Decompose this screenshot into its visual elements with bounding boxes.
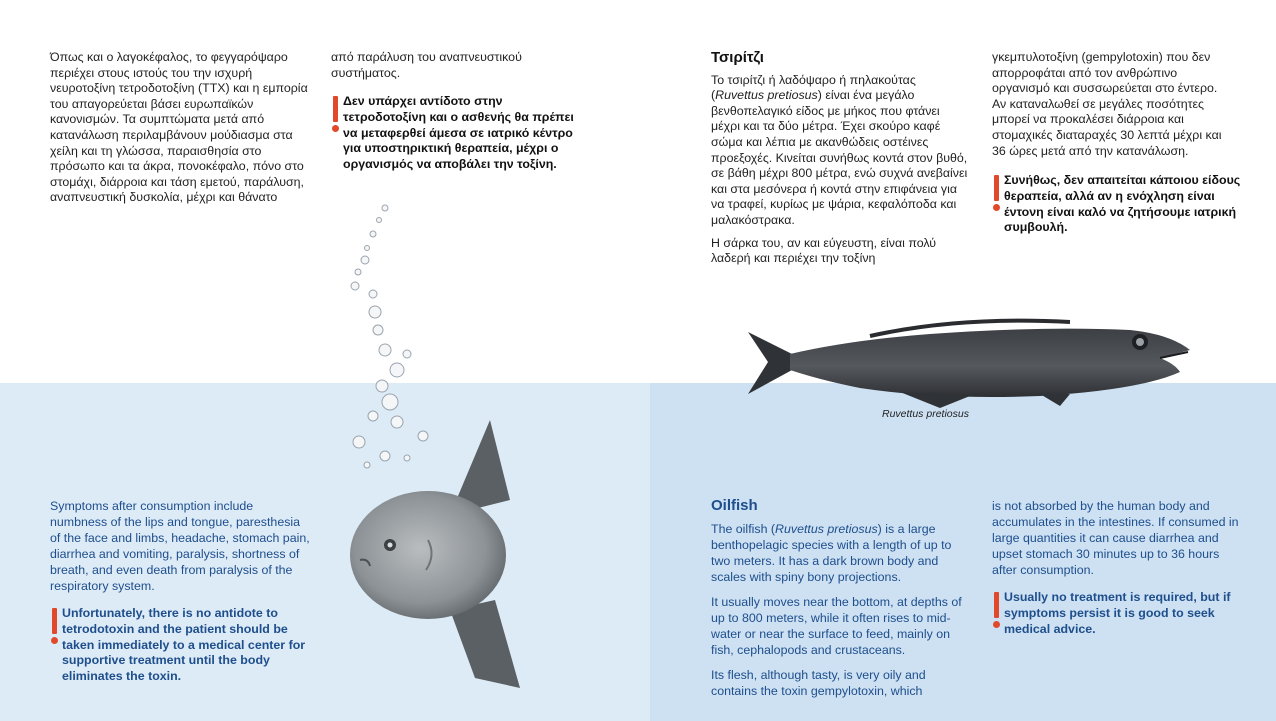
english-col1-text: Symptoms after consumption include numbness of the lips and tongue, paresthesia of the face and limbs, headache, stomach pain, diarrhea and vomiting, paralysis, shortness of breath, and even death from paralysis of the respiratory system. — [50, 499, 310, 593]
english-col1-warning — [50, 606, 312, 685]
english-col1 — [50, 498, 312, 603]
english-col1-warning-text: Unfortunately, there is no antidote to tetrodotoxin and the patient should be taken immediately to a medical center for supportive treatment until the body eliminates the toxin. — [62, 606, 306, 684]
warning-exclamation-icon — [331, 94, 343, 140]
warning-exclamation-icon — [50, 606, 62, 652]
oilfish-photo-icon — [740, 312, 1210, 412]
greek-col3-p1: Το τσιρίτζι ή λαδόψαρο ή πηλακούτας (Ruvettus pretiosus) είναι ένα μεγάλο βενθοπελαγικό είδος με μήκος που φτάνει μέχρι και τα δύο μέτρα. Έχει σκούρο καφέ σώμα και λέπια με ακανθώδεις οστέινες προεξοχές. Κινείται συνήθως κοντά στον βυθό, σε βάθη μέχρι 800 μέτρα, ενώ συχνά ανεβαίνει και στα μεσόνερα ή κοντά στην επιφάνεια για να τραφεί, κυρίως με ψάρια, κεφαλόποδα και μαλακόστρακα. — [711, 72, 968, 227]
english-col3-p3: Its flesh, although tasty, is very oily and contains the toxin gempylotoxin, which — [711, 668, 926, 698]
greek-col3 — [711, 50, 969, 274]
greek-col2-warning-text: Δεν υπάρχει αντίδοτο στην τετροδοτοξίνη και ο ασθενής θα πρέπει να μεταφερθεί άμεσα σε ιατρικό κέντρο για υποστηρικτική θεραπεία, μέχρι ο οργανισμός να αποβάλει την τοξίνη. — [343, 94, 574, 172]
sunfish-photo-icon — [340, 410, 530, 690]
greek-col4-warning — [992, 173, 1242, 236]
english-col3 — [711, 498, 969, 708]
greek-col1 — [50, 50, 312, 213]
fish-caption: Ruvettus pretiosus — [882, 408, 969, 420]
greek-col3-title: Τσιρίτζι — [711, 49, 764, 66]
greek-col4-text: γκεμπυλοτοξίνη (gempylotoxin) που δεν απορροφάται από τον ανθρώπινο οργανισμό και συσσωρεύεται στο έντερο. Αν καταναλωθεί σε μεγάλες ποσότητες μπορεί να προκαλέσει διάρροια και στομαχικές διαταραχές 30 λεπτά μέχρι και 36 ώρες μετά από την κατανάλωση. — [992, 50, 1222, 158]
english-col3-p1: The oilfish (Ruvettus pretiosus) is a large benthopelagic species with a length of up to two meters. It has a dark brown body and scales with spiny bony projections. — [711, 522, 952, 584]
greek-col4-warning-text: Συνήθως, δεν απαιτείται κάποιου είδους θεραπεία, αλλά αν η ενόχληση είναι έντονη είναι καλό να ζητήσουμε ιατρική συμβουλή. — [1004, 173, 1241, 235]
greek-col4 — [992, 50, 1232, 166]
english-col4-warning — [992, 590, 1242, 637]
warning-exclamation-icon — [992, 173, 1004, 219]
greek-col2-text: από παράλυση του αναπνευστικού συστήματος. — [331, 50, 522, 80]
greek-col3-p2: Η σάρκα του, αν και εύγευστη, είναι πολύ λαδερή και περιέχει την τοξίνη — [711, 235, 937, 266]
english-col3-p2: It usually moves near the bottom, at depths of up to 800 meters, while it often rises to mid-water or near the surface to feed, mainly on fish, cephalopods and crustaceans. — [711, 595, 962, 657]
english-col3-title: Oilfish — [711, 497, 758, 514]
english-col4 — [992, 498, 1244, 587]
english-col4-warning-text: Usually no treatment is required, but if symptoms persist it is good to seek medical advice. — [1004, 590, 1231, 636]
greek-col2-warning — [331, 94, 589, 173]
greek-col2 — [331, 50, 589, 88]
english-col4-text: is not absorbed by the human body and accumulates in the intestines. If consumed in large quantities it can cause diarrhea and upset stomach 30 minutes up to 36 hours after consumption. — [992, 499, 1239, 577]
warning-exclamation-icon — [992, 590, 1004, 636]
greek-col1-text: Όπως και ο λαγοκέφαλος, το φεγγαρόψαρο περιέχει στους ιστούς του την ισχυρή νευροτοξίνη τετροδοτοξίνη (TTX) και η εμπορία του απαγορεύεται βάσει ευρωπαϊκών κανονισμών. Τα συμπτώματα μετά από κατανάλωση περιλαμβάνουν μούδιασμα στα χείλη και τη γλώσσα, παραισθησία στο πρόσωπο και τα άκρα, πονοκέφαλο, πόνο στο στομάχι, διάρροια και τάση εμετού, παράλυση, αναπνευστική δυσκολία, μέχρι και θάνατο — [50, 50, 308, 205]
